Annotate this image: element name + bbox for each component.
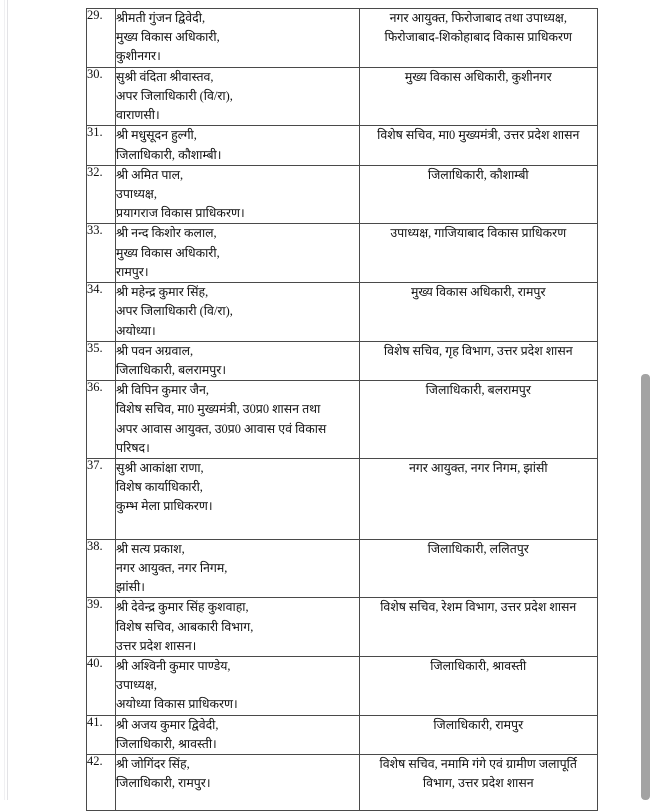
current-posting-line: उपाध्यक्ष, (116, 186, 157, 201)
table-row (87, 715, 598, 754)
table-row (87, 755, 598, 810)
row-serial-number: 38. (87, 539, 116, 598)
row-serial-number: 37. (87, 459, 116, 540)
row-serial-number: 31. (87, 126, 116, 165)
table-row (87, 539, 598, 598)
row-current-posting (116, 224, 359, 283)
table-row (87, 341, 598, 380)
row-current-posting (116, 755, 359, 810)
current-posting-line: अपर जिलाधिकारी (वि/रा), (116, 88, 233, 103)
current-posting-line: विशेष सचिव, मा0 मुख्यमंत्री, उ0प्र0 शासन तथा (116, 402, 321, 417)
new-posting-text (360, 540, 597, 559)
row-serial-number: 33. (87, 224, 116, 283)
new-posting-line: विशेष सचिव, मा0 मुख्यमंत्री, उत्तर प्रदेश शासन (377, 128, 580, 143)
current-posting-line: झांसी। (116, 580, 145, 595)
new-posting-text (360, 598, 597, 617)
new-posting-line: उपाध्यक्ष, गाजियाबाद विकास प्राधिकरण (390, 226, 567, 241)
current-posting-line: जिलाधिकारी, कौशाम्बी। (116, 147, 222, 162)
current-posting-line: अयोध्या विकास प्राधिकरण। (116, 697, 238, 712)
current-posting-line: जिलाधिकारी, रामपुर। (116, 776, 211, 791)
current-posting-line: अयोध्या। (116, 323, 156, 338)
transfer-order-table (86, 8, 598, 811)
row-new-posting (359, 283, 597, 342)
row-new-posting (359, 657, 597, 716)
table-row (87, 657, 598, 716)
current-posting-line: मुख्य विकास अधिकारी, (116, 245, 220, 260)
row-current-posting (116, 165, 359, 224)
current-posting-line: रामपुर। (116, 264, 149, 279)
current-posting-line: श्री अश्विनी कुमार पाण्डेय, (116, 659, 231, 673)
row-current-posting (116, 126, 359, 165)
new-posting-line: मुख्य विकास अधिकारी, कुशीनगर (404, 69, 552, 84)
current-posting-line: सुश्री वंदिता श्रीवास्तव, (116, 69, 214, 84)
row-serial-number: 39. (87, 598, 116, 657)
transfer-table-body (87, 9, 598, 811)
row-serial-number: 41. (87, 715, 116, 754)
row-serial-number: 34. (87, 283, 116, 342)
row-new-posting (359, 224, 597, 283)
new-posting-text (360, 381, 597, 400)
table-row (87, 283, 598, 342)
current-posting-line: अपर जिलाधिकारी (वि/रा), (116, 304, 233, 319)
current-posting-line: कुम्भ मेला प्राधिकरण। (116, 499, 213, 514)
row-new-posting (359, 126, 597, 165)
current-posting-line: विशेष कार्याधिकारी, (116, 480, 203, 495)
table-row (87, 9, 598, 68)
new-posting-text (360, 224, 597, 243)
current-posting-line: कुशीनगर। (116, 49, 161, 64)
table-row (87, 459, 598, 540)
new-posting-line: विभाग, उत्तर प्रदेश शासन (422, 776, 534, 791)
new-posting-line: मुख्य विकास अधिकारी, रामपुर (410, 285, 546, 300)
row-new-posting (359, 381, 597, 459)
new-posting-text (360, 459, 597, 478)
table-row (87, 598, 598, 657)
current-posting-line: उपाध्यक्ष, (116, 678, 157, 693)
new-posting-text (360, 166, 597, 185)
current-posting-line: नगर आयुक्त, नगर निगम, (116, 560, 228, 575)
row-new-posting (359, 598, 597, 657)
new-posting-text (360, 68, 597, 87)
current-posting-line: श्री सत्य प्रकाश, (116, 541, 185, 556)
row-current-posting (116, 381, 359, 459)
row-current-posting (116, 459, 359, 540)
new-posting-line: जिलाधिकारी, रामपुर (433, 717, 524, 732)
current-posting-line: वाराणसी। (116, 108, 160, 123)
new-posting-text (360, 126, 597, 145)
new-posting-line: जिलाधिकारी, बलरामपुर (425, 383, 531, 398)
current-posting-line: परिषद। (116, 440, 150, 455)
current-posting-line: श्री अजय कुमार द्विवेदी, (116, 717, 219, 732)
table-row (87, 165, 598, 224)
new-posting-line: नगर आयुक्त, नगर निगम, झांसी (408, 461, 548, 476)
new-posting-line: जिलाधिकारी, ललितपुर (427, 541, 529, 556)
page-edge-shadow-outer (4, 0, 5, 800)
vertical-scrollbar-thumb[interactable] (641, 374, 650, 800)
row-new-posting (359, 341, 597, 380)
current-posting-line: सुश्री आकांक्षा राणा, (116, 461, 204, 476)
new-posting-line: नगर आयुक्त, फिरोजाबाद तथा उपाध्यक्ष, (389, 11, 567, 25)
current-posting-line: श्री नन्द किशोर कलाल, (116, 226, 217, 241)
table-row (87, 224, 598, 283)
current-posting-line: श्री मधुसूदन हुल्गी, (116, 128, 197, 143)
row-current-posting (116, 9, 359, 68)
row-serial-number: 35. (87, 341, 116, 380)
row-current-posting (116, 598, 359, 657)
row-current-posting (116, 341, 359, 380)
row-current-posting (116, 283, 359, 342)
row-serial-number: 29. (87, 9, 116, 68)
vertical-scrollbar-track[interactable] (639, 0, 651, 800)
row-new-posting (359, 165, 597, 224)
new-posting-text (360, 342, 597, 361)
page-edge-shadow-inner (7, 0, 8, 800)
table-row (87, 381, 598, 459)
row-new-posting (359, 67, 597, 126)
current-posting-line: श्री महेन्द्र कुमार सिंह, (116, 285, 209, 300)
new-posting-text (360, 9, 597, 47)
new-posting-text (360, 755, 597, 793)
row-new-posting (359, 755, 597, 810)
row-new-posting (359, 459, 597, 540)
row-new-posting (359, 715, 597, 754)
new-posting-text (360, 283, 597, 302)
new-posting-line: फिरोजाबाद-शिकोहाबाद विकास प्राधिकरण (384, 30, 572, 45)
new-posting-line: विशेष सचिव, नमामि गंगे एवं ग्रामीण जलापूर्ति (379, 757, 577, 772)
current-posting-line: उत्तर प्रदेश शासन। (116, 638, 197, 653)
row-current-posting (116, 67, 359, 126)
row-current-posting (116, 715, 359, 754)
row-serial-number: 32. (87, 165, 116, 224)
current-posting-line: विशेष सचिव, आबकारी विभाग, (116, 619, 254, 634)
current-posting-line: मुख्य विकास अधिकारी, (116, 30, 220, 45)
current-posting-line: श्री जोगिंदर सिंह, (116, 757, 190, 772)
row-serial-number: 30. (87, 67, 116, 126)
current-posting-line: श्री देवेन्द्र कुमार सिंह कुशवाहा, (116, 600, 249, 615)
current-posting-line: जिलाधिकारी, बलरामपुर। (116, 362, 227, 377)
new-posting-line: जिलाधिकारी, कौशाम्बी (427, 167, 529, 182)
table-row (87, 67, 598, 126)
row-new-posting (359, 539, 597, 598)
row-serial-number: 40. (87, 657, 116, 716)
current-posting-line: अपर आवास आयुक्त, उ0प्र0 आवास एवं विकास (116, 421, 327, 436)
current-posting-line: श्री विपिन कुमार जैन, (116, 383, 209, 398)
current-posting-line: प्रयागराज विकास प्राधिकरण। (116, 206, 245, 221)
row-current-posting (116, 539, 359, 598)
new-posting-line: विशेष सचिव, गृह विभाग, उत्तर प्रदेश शासन (383, 343, 573, 358)
new-posting-line: विशेष सचिव, रेशम विभाग, उत्तर प्रदेश शासन (380, 600, 577, 615)
current-posting-line: जिलाधिकारी, श्रावस्ती। (116, 736, 217, 751)
current-posting-line: श्री पवन अग्रवाल, (116, 343, 194, 358)
table-row (87, 126, 598, 165)
current-posting-line: श्री अमित पाल, (116, 167, 184, 182)
new-posting-text (360, 716, 597, 735)
current-posting-line: श्रीमती गुंजन द्विवेदी, (116, 11, 206, 25)
new-posting-line: जिलाधिकारी, श्रावस्ती (430, 659, 527, 673)
row-new-posting (359, 9, 597, 68)
row-serial-number: 36. (87, 381, 116, 459)
row-serial-number: 42. (87, 755, 116, 810)
new-posting-text (360, 657, 597, 676)
row-current-posting (116, 657, 359, 716)
